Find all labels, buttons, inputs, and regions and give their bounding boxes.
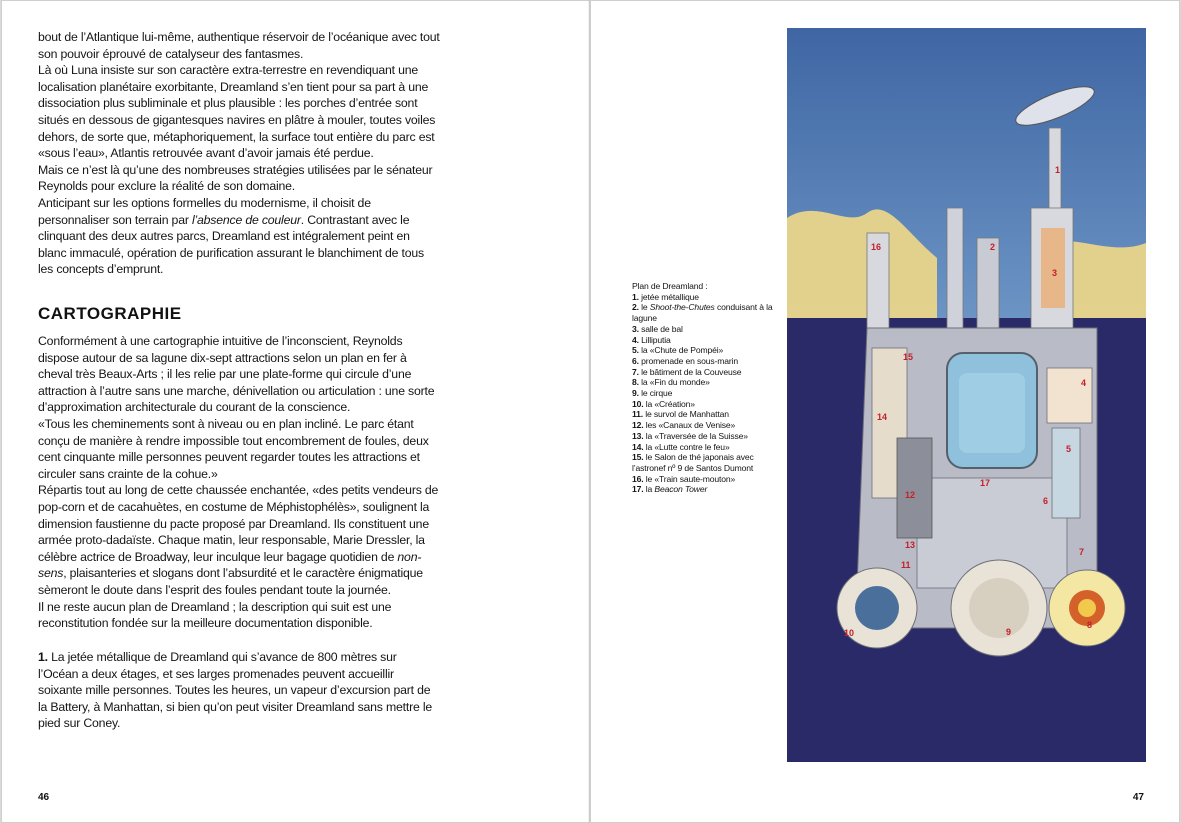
legend-number: 9.: [632, 388, 639, 399]
legend-item: [632, 335, 777, 346]
plan-number-label: 14: [877, 412, 888, 422]
figure-caption: [632, 281, 777, 495]
legend-item: [632, 484, 777, 495]
legend-text: la «Traversée de la Suisse»: [643, 430, 748, 441]
legend-item: [632, 452, 777, 473]
legend-number: 13.: [632, 430, 644, 441]
legend-item: [632, 388, 777, 399]
paragraph-non-sens: [38, 482, 440, 598]
text-block-bottom: [38, 649, 440, 732]
plan-number-label: 3: [1052, 268, 1058, 278]
legend-text: le bâtiment de la Couveuse: [638, 366, 742, 377]
dreamland-plan-illustration: [787, 28, 1146, 762]
legend-text: la «Lutte contre le feu»: [643, 441, 730, 452]
legend-number: 16.: [632, 473, 644, 484]
legend-text: la «Fin du monde»: [638, 377, 710, 388]
legend-number: 5.: [632, 345, 639, 356]
end-of-world-center: [1078, 599, 1096, 617]
legend-number: 8.: [632, 377, 639, 388]
section-heading: CARTOGRAPHIE: [38, 304, 182, 323]
legend-text: la «Chute de Pompéi»: [638, 345, 724, 356]
item-number: 1.: [38, 650, 48, 664]
legend-item: [632, 302, 777, 323]
plan-number-label: 15: [903, 352, 914, 362]
paragraph-absence-de-couleur: [38, 195, 440, 278]
text-block-top: [38, 29, 440, 278]
legend-text: le: [638, 302, 650, 313]
paragraph-item-1: [38, 649, 440, 732]
legend-italic: Shoot-the-Chutes: [649, 302, 715, 313]
page-number-right: 47: [1132, 792, 1144, 803]
legend-text: le «Train saute-mouton»: [643, 473, 736, 484]
plan-drawing: [787, 28, 1146, 762]
venice-canals: [897, 438, 932, 538]
paragraph-quote: «Tous les cheminements sont à niveau ou en plan incliné. Le parc étant conçu de manière à rendre impossible tout encombrement de foules, deux cent cinquante mille personnes peuvent regarder toutes les attractions et circuler sans crainte de la cohue.»: [38, 416, 429, 481]
legend-text: le survol de Manhattan: [643, 409, 729, 420]
legend-item: [632, 324, 777, 335]
plan-number-label: 16: [871, 242, 882, 252]
italic-span: non-sens: [38, 549, 422, 581]
legend-text-after: conduisant à la lagune: [632, 302, 773, 324]
legend-item: [632, 420, 777, 431]
legend-item: [632, 292, 777, 303]
legend-item: [632, 345, 777, 356]
legend-number: 12.: [632, 420, 644, 431]
legend-text: le Salon de thé japonais avec l’astronef nº 9 de Santos Dumont: [632, 452, 754, 473]
legend-item: [632, 431, 777, 442]
plan-number-label: 10: [844, 628, 855, 638]
text-span: Répartis tout au long de cette chaussée enchantée, «des petits vendeurs de pop-corn et de cacahuètes, en costume de Méphistophélès», soulignent la dimension faustienne du pacte proposé par Dreamland. Ils constituent une armée proto-dadaïste. Chaque matin, leur responsable, Marie Dressler, la célèbre actrice de Broadway, leur inculque leur bagage quotidien de: [38, 483, 439, 564]
plan-number-label: 17: [980, 478, 991, 488]
legend-number: 6.: [632, 355, 639, 366]
plan-number-label: 1: [1055, 165, 1061, 175]
chute-tower: [947, 208, 963, 348]
text-span: Anticipant sur les options formelles du modernisme, il choisit de personnaliser son terrain par: [38, 195, 371, 227]
legend-item: [632, 474, 777, 485]
legend-number: 11.: [632, 409, 644, 420]
legend-text: promenade en sous-marin: [638, 355, 738, 366]
legend-number: 17.: [632, 484, 644, 495]
plan-number-label: 12: [905, 490, 916, 500]
legend-text: la: [643, 484, 655, 495]
plan-number-label: 11: [901, 560, 911, 570]
plan-number-label: 2: [990, 242, 996, 252]
plan-number-label: 13: [905, 540, 916, 550]
legend-number: 4.: [632, 334, 639, 345]
plan-number-label: 6: [1043, 496, 1049, 506]
legend-text: salle de bal: [638, 323, 683, 334]
legend-number: 10.: [632, 398, 644, 409]
plan-number-label: 5: [1066, 444, 1072, 454]
creation-dome: [855, 586, 899, 630]
legend-text: Lilliputia: [638, 334, 671, 345]
pompeii: [1052, 428, 1080, 518]
legend-item: [632, 356, 777, 367]
circus-ring: [969, 578, 1029, 638]
lagoon-inner: [959, 373, 1025, 453]
left-page: [1, 0, 590, 823]
legend-number: 2.: [632, 302, 639, 313]
legend-item: [632, 399, 777, 410]
legend-item: [632, 409, 777, 420]
legend-text: jetée métallique: [638, 291, 699, 302]
text-span: La jetée métallique de Dreamland qui s’avance de 800 mètres sur l’Océan a deux étages, et ses larges promenades peuvent accueillir soixante mille personnes. Toutes les heures, un vapeur d’excursion part de la Battery, à Manhattan, si bien qu’on peut visiter Dreamland sans mettre le pied sur Coney.: [38, 650, 432, 731]
text-block-mid: [38, 333, 440, 632]
paragraph: Mais ce n’est là qu’une des nombreuses stratégies utilisées par le sénateur Reynolds pour exclure la réalité de son domaine.: [38, 162, 433, 194]
legend-italic: Beacon Tower: [654, 484, 708, 495]
legend-number: 14.: [632, 441, 644, 452]
paragraph: bout de l’Atlantique lui-même, authentique réservoir de l’océanique avec tout son pouvoir éprouvé de catalyseur des fantasmes.: [38, 30, 440, 61]
text-span: . Contrastant avec le clinquant des deux autres parcs, Dreamland est intégralement peint en blanc immaculé, opération de purification assurant le blanchiment de tous les concepts d’emprunt.: [38, 212, 424, 277]
italic-span: l’absence de couleur: [191, 212, 301, 227]
text-span: , plaisanteries et slogans dont l’absurdité et le caractère énigmatique sèmeront le doute dans l’esprit des foules pendant toute la journée.: [38, 566, 423, 597]
caption-title: Plan de Dreamland :: [632, 281, 708, 291]
legend-item: [632, 377, 777, 388]
legend-list: [632, 292, 777, 495]
legend-number: 3.: [632, 323, 639, 334]
legend-text: les «Canaux de Venise»: [643, 420, 736, 431]
legend-number: 7.: [632, 366, 639, 377]
plan-number-label: 8: [1087, 620, 1093, 630]
legend-number: 15.: [632, 452, 644, 463]
lilliputia: [1047, 368, 1092, 423]
paragraph: Il ne reste aucun plan de Dreamland ; la description qui suit est une reconstitution fondée sur la meilleure documentation disponible.: [38, 599, 392, 631]
legend-text: la «Création»: [643, 398, 695, 409]
plan-number-label: 7: [1079, 547, 1085, 557]
paragraph: Là où Luna insiste sur son caractère extra-terrestre en revendiquant une localisation planétaire exorbitante, Dreamland s’en tient pour sa part à une dissociation plus subliminale et plus plausible : les porches d’entrée sont situés en dessous de gigantesques navires en plâtre à mouler, toutes voiles dehors, de sorte que, métaphoriquement, la surface tout entière du parc est «sous l’eau», Atlantis retrouvée avant d’avoir jamais été perdue.: [38, 63, 436, 161]
right-page: [590, 0, 1180, 823]
plan-number-label: 9: [1006, 627, 1012, 637]
plan-number-label: 4: [1081, 378, 1087, 388]
page-number-left: 46: [38, 792, 50, 803]
legend-number: 1.: [632, 291, 639, 302]
paragraph: Conformément à une cartographie intuitive de l’inconscient, Reynolds dispose autour de sa lagune dix-sept attractions selon un plan en fer à cheval très Beaux-Arts ; il les relie par une plate-forme qui circule d’une attraction à l’autre sans une marche, dénivellation ou articulation : une sorte d’approximation architecturale du courant de la conscience.: [38, 334, 435, 415]
legend-text: le cirque: [638, 388, 673, 399]
legend-item: [632, 367, 777, 378]
legend-item: [632, 442, 777, 453]
